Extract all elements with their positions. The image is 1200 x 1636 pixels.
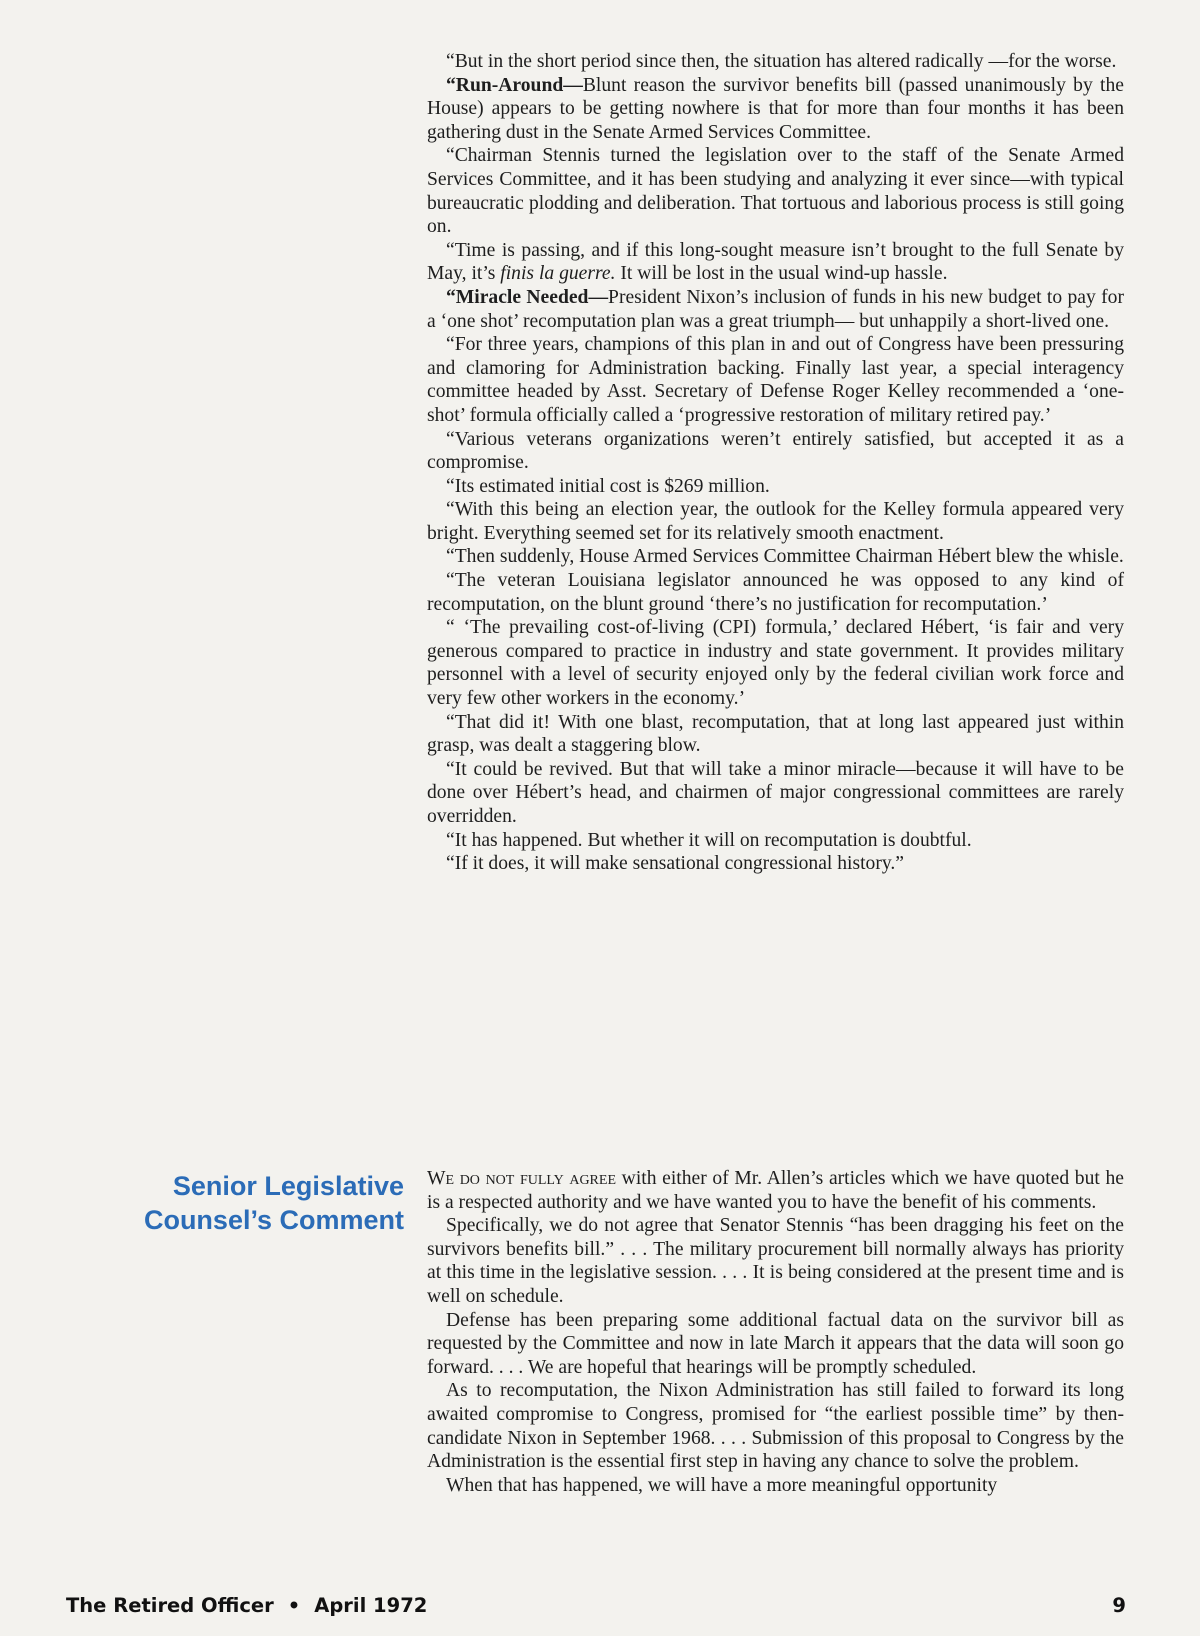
text-run: “But in the short period since then, the situation has altered radically —for the worse. bbox=[446, 51, 1117, 72]
paragraph bbox=[427, 1379, 1124, 1473]
text-run: Blunt reason the survivor benefits bill (passed unanimously by the House) appears to be getting nowhere is that for more than four months it has been gathering dust in the Senate Armed Services Committee. bbox=[427, 74, 1124, 143]
section-heading-line-2: Counsel’s Comment bbox=[143, 1205, 404, 1235]
text-run: “Its estimated initial cost is $269 million. bbox=[446, 475, 770, 497]
paragraph bbox=[427, 428, 1124, 475]
lead-in-smallcaps: We do not fully agree bbox=[427, 1168, 617, 1189]
paragraph bbox=[427, 829, 1124, 853]
text-run: “If it does, it will make sensational congressional history.” bbox=[446, 853, 904, 875]
paragraph bbox=[427, 569, 1124, 616]
text-run: “Various veterans organizations weren’t entirely satisfied, but accepted it as a compromise. bbox=[427, 428, 1124, 474]
footer-publication: The Retired Officer bbox=[66, 1594, 274, 1617]
text-run: It will be lost in the usual wind-up hassle. bbox=[615, 263, 948, 285]
text-run: “ ‘The prevailing cost-of-living (CPI) formula,’ declared Hébert, ‘is fair and very generous compared to practice in industry and state government. It provides military personnel with a level of security enjoyed only by the federal civilian work force and very few other workers in the economy.’ bbox=[427, 617, 1124, 710]
paragraph bbox=[427, 852, 1124, 876]
footer-separator: • bbox=[287, 1594, 301, 1617]
text-run: When that has happened, we will have a more meaningful opportunity bbox=[446, 1474, 998, 1496]
footer-date: April 1972 bbox=[314, 1594, 428, 1617]
paragraph bbox=[427, 711, 1124, 758]
text-run: “Then suddenly, House Armed Services Committee Chairman Hébert blew the whisle. bbox=[446, 546, 1124, 568]
text-run: Defense has been preparing some additional factual data on the survivor bill as requested by the Committee and now in late March it appears that the data will soon go forward. . . . We are hopeful that hearings will be promptly scheduled. bbox=[427, 1309, 1124, 1378]
section-heading-line-1: Senior Legislative bbox=[172, 1171, 404, 1201]
paragraph bbox=[427, 758, 1124, 829]
text-run: “Time is passing, and if this long-sought measure isn’t brought to the full Senate by May, it’s bbox=[427, 239, 1124, 285]
text-run: “It could be revived. But that will take a minor miracle—because it will have to be done over Hébert’s head, and chairmen of major congressional committees are rarely overridden. bbox=[427, 758, 1124, 827]
paragraph bbox=[427, 74, 1124, 145]
article-column bbox=[427, 50, 1124, 876]
paragraph bbox=[427, 144, 1124, 238]
paragraph bbox=[427, 545, 1124, 569]
section-heading bbox=[104, 1169, 404, 1237]
text-run: “Chairman Stennis turned the legislation over to the staff of the Senate Armed Services Committee, and it has been studying and analyzing it ever since—with typical bureaucratic plodding and deliberation. That tortuous and laborious process is still going on. bbox=[427, 145, 1124, 238]
text-run: finis la guerre. bbox=[500, 263, 616, 285]
paragraph bbox=[427, 239, 1124, 286]
paragraph bbox=[427, 50, 1124, 74]
text-run: “It has happened. But whether it will on recomputation is doubtful. bbox=[446, 829, 972, 851]
run-in-heading: “Miracle Needed— bbox=[446, 286, 609, 308]
text-run: “That did it! With one blast, recomputation, that at long last appeared just within grasp, was dealt a staggering blow. bbox=[427, 711, 1124, 757]
text-run: As to recomputation, the Nixon Administration has still failed to forward its long awaited compromise to Congress, promised for “the earliest possible time” by then-candidate Nixon in September 1968. . . . Submission of this proposal to Congress by the Administration is the essential first step in having any chance to solve the problem. bbox=[427, 1380, 1124, 1473]
paragraph bbox=[427, 1214, 1124, 1308]
paragraph bbox=[427, 1474, 1124, 1498]
run-in-heading: “Run-Around— bbox=[446, 74, 583, 96]
paragraph bbox=[427, 333, 1124, 427]
comment-column bbox=[427, 1167, 1124, 1497]
paragraph bbox=[427, 475, 1124, 499]
text-run: “The veteran Louisiana legislator announced he was opposed to any kind of recomputation, on the blunt ground ‘there’s no justification for recomputation.’ bbox=[427, 570, 1124, 615]
footer-publication-info bbox=[66, 1594, 427, 1617]
paragraph bbox=[427, 286, 1124, 333]
paragraph bbox=[427, 498, 1124, 545]
text-run: with either of Mr. Allen’s articles which we have quoted but he is a respected authority and we have wanted you to have the benefit of his comments. bbox=[427, 1168, 1124, 1213]
page-number: 9 bbox=[1112, 1594, 1126, 1617]
text-run: Specifically, we do not agree that Senator Stennis “has been dragging his feet on the survivors benefits bill.” . . . The military procurement bill normally always has priority at this time in the legislative session. . . . It is being considered at the present time and is well on schedule. bbox=[427, 1215, 1124, 1307]
paragraph bbox=[427, 1167, 1124, 1214]
text-run: President Nixon’s inclusion of funds in his new budget to pay for a ‘one shot’ recomputation plan was a great triumph— but unhappily a short-lived one. bbox=[427, 286, 1124, 332]
paragraph bbox=[427, 1309, 1124, 1380]
paragraph bbox=[427, 616, 1124, 710]
text-run: “For three years, champions of this plan in and out of Congress have been pressuring and clamoring for Administration backing. Finally last year, a special interagency committee headed by Asst. Secretary of Defense Roger Kelley recommended a ‘one-shot’ formula officially called a ‘progressive restoration of military retired pay.’ bbox=[427, 334, 1124, 426]
text-run: “With this being an election year, the outlook for the Kelley formula appeared very bright. Everything seemed set for its relatively smooth enactment. bbox=[427, 499, 1124, 544]
